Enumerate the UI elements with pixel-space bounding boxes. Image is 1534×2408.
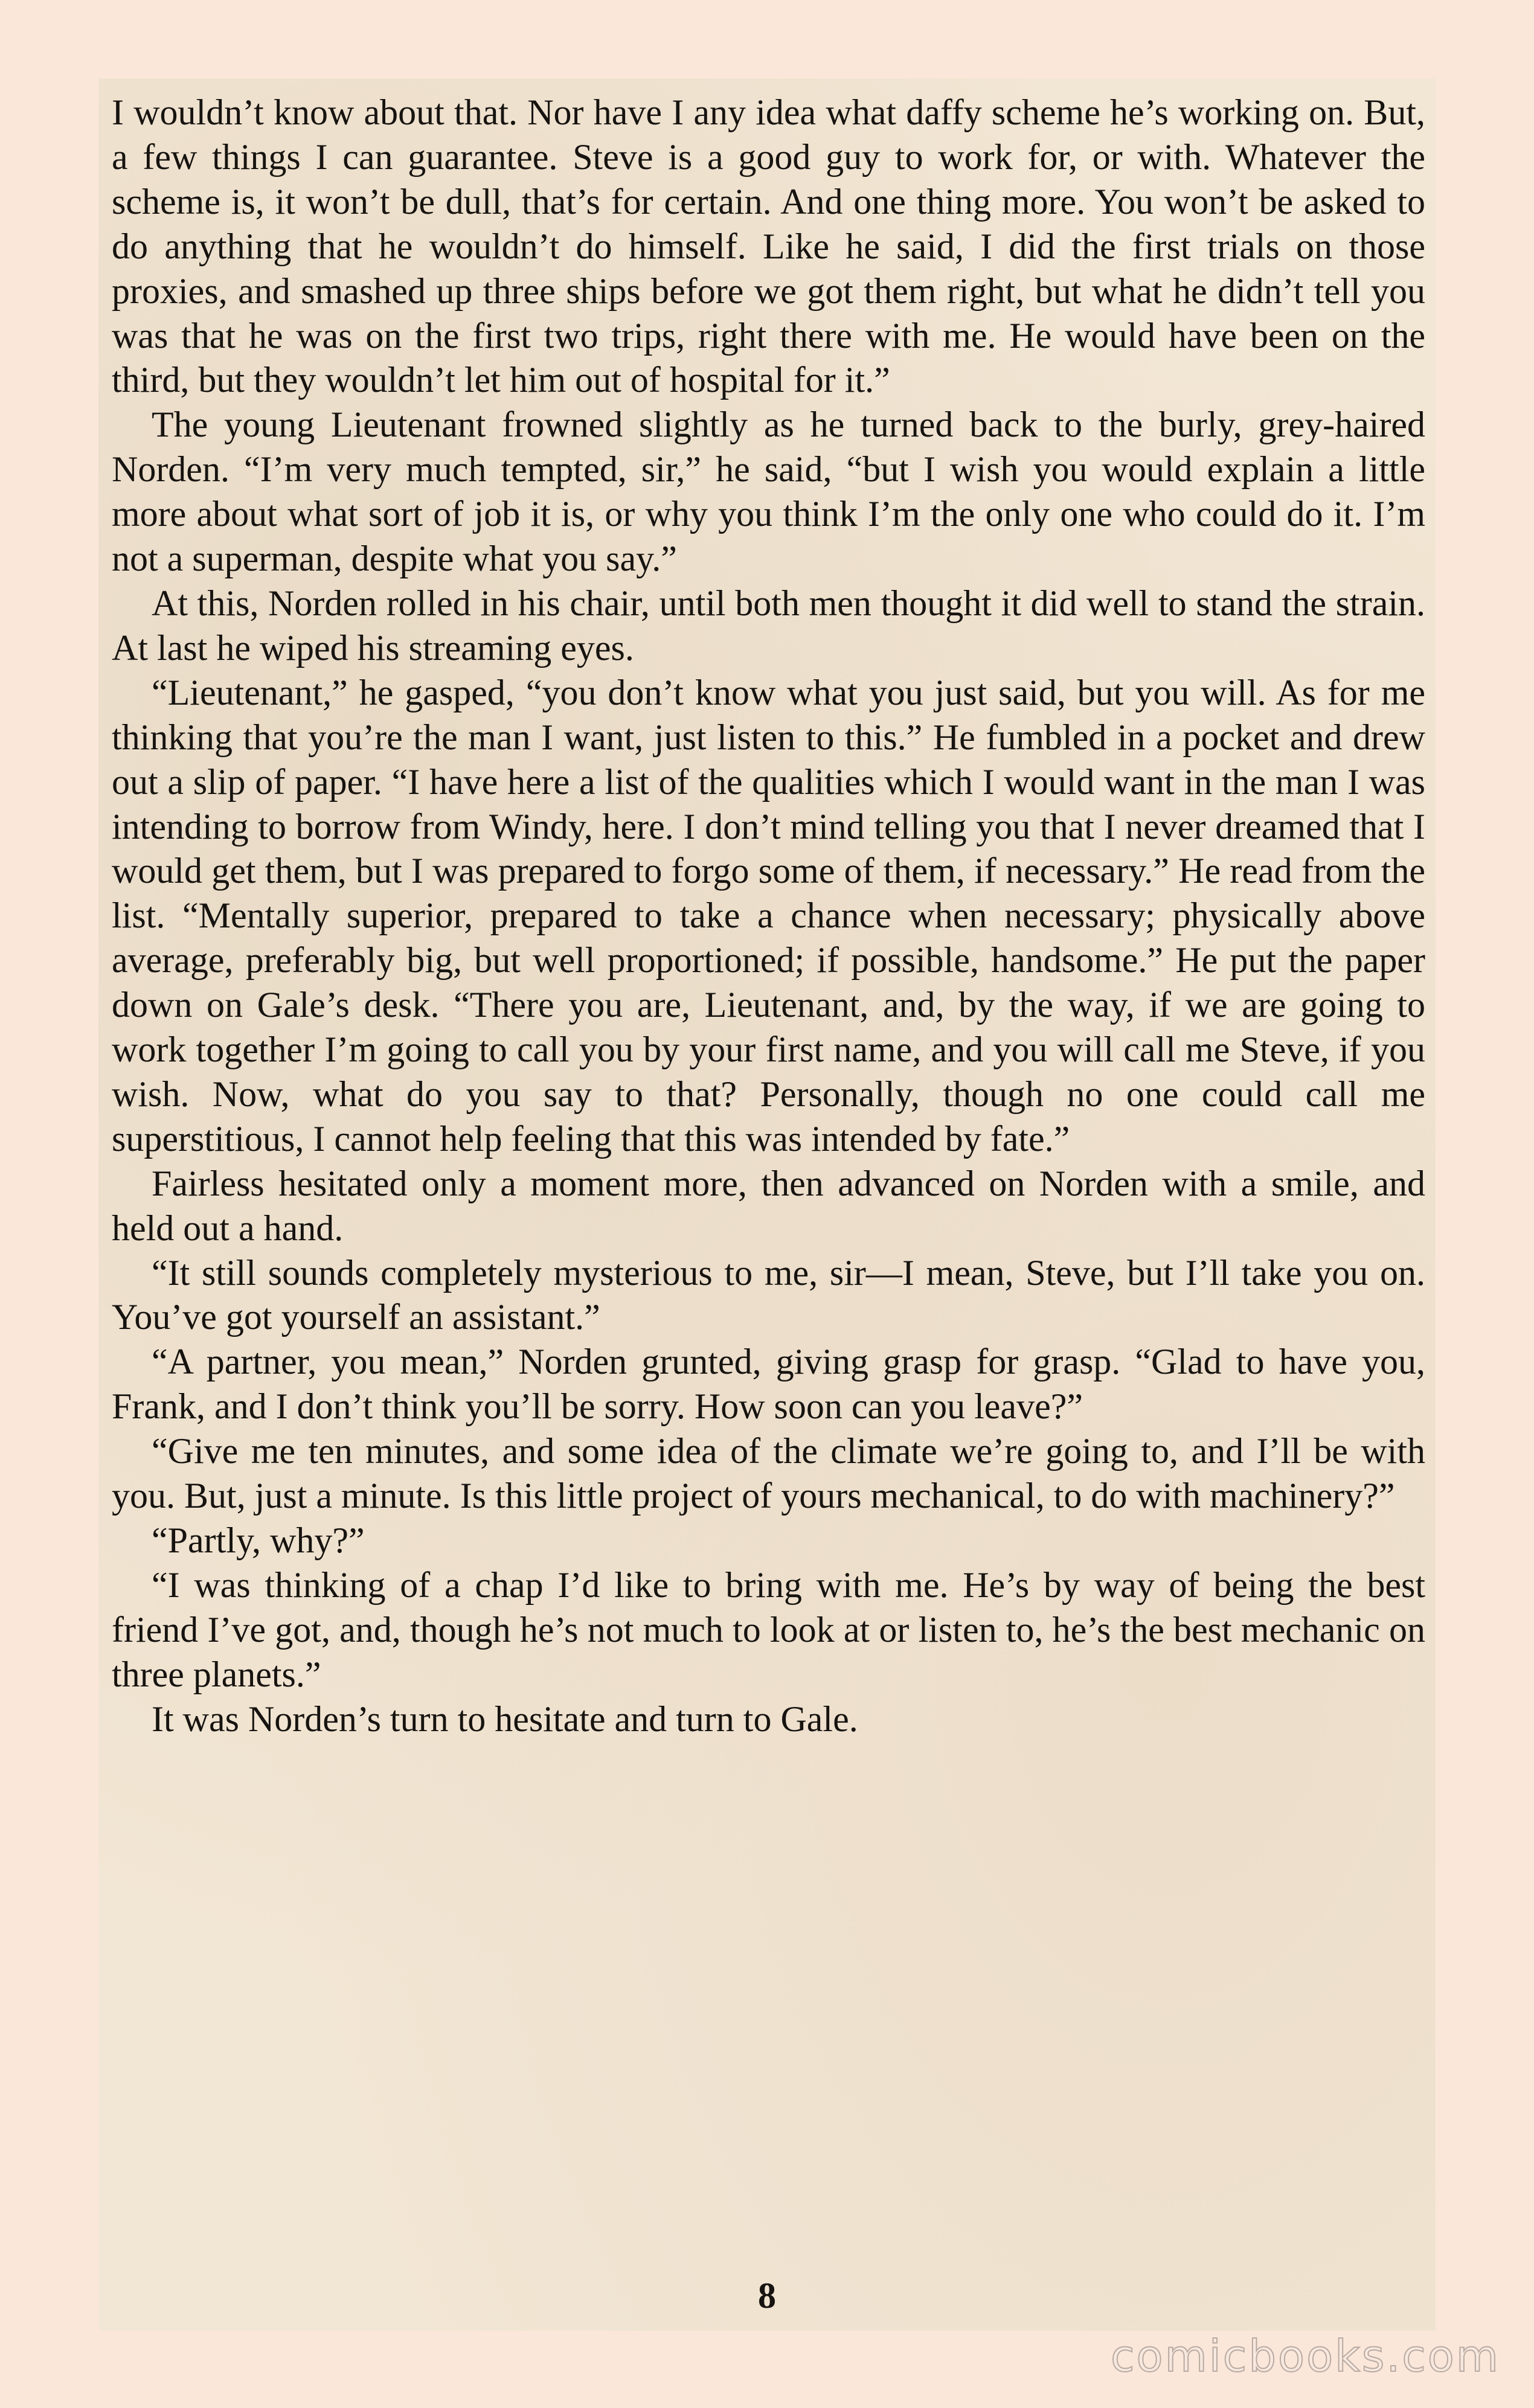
paragraph-9: “Partly, why?” — [152, 1520, 365, 1560]
paragraph-2: The young Lieutenant frowned slightly as he turned back to the burly, grey-haired Norden. “I’m very much tempted, sir,” he said, “but I wish you would explain a little more about what sort of job it is, or why you think I’m the only one who could do it. I’m not a superman, despite what you say.” — [112, 405, 1425, 579]
paragraph-3: At this, Norden rolled in his chair, until both men thought it did well to stand the strain. At last he wiped his streaming eyes. — [112, 583, 1425, 668]
page-number: 8 — [758, 2276, 776, 2316]
book-page — [98, 78, 1436, 2331]
paragraph-7: “A partner, you mean,” Norden grunted, giving grasp for grasp. “Glad to have you, Frank, and I don’t think you’ll be sorry. How soon can you leave?” — [112, 1342, 1425, 1427]
paragraph-1: I wouldn’t know about that. Nor have I any idea what daffy scheme he’s working on. But, a few things I can guarantee. Steve is a good guy to work for, or with. Whatever the scheme is, it won’t be dull, that’s for certain. And one thing more. You won’t be asked to do anything that he wouldn’t do himself. Like he said, I did the first trials on those proxies, and smashed up three ships before we got them right, but what he didn’t tell you was that he was on the first two trips, right there with me. He would have been on the third, but they wouldn’t let him out of hospital for it.” — [112, 92, 1425, 400]
body-text — [112, 91, 1425, 1742]
paragraph-6: “It still sounds completely mysterious to me, sir—I mean, Steve, but I’ll take you on. You’ve got yourself an assistant.” — [112, 1252, 1425, 1337]
watermark-logo: comicbooks.com — [1110, 2331, 1500, 2381]
paragraph-10: “I was thinking of a chap I’d like to bring with me. He’s by way of being the best friend I’ve got, and, though he’s not much to look at or listen to, he’s the best mechanic on three planets.” — [112, 1564, 1425, 1694]
paragraph-8: “Give me ten minutes, and some idea of the climate we’re going to, and I’ll be with you. But, just a minute. Is this little project of yours mechanical, to do with machinery?” — [112, 1431, 1425, 1516]
paragraph-5: Fairless hesitated only a moment more, then advanced on Norden with a smile, and held out a hand. — [112, 1163, 1425, 1248]
paragraph-4: “Lieutenant,” he gasped, “you don’t know what you just said, but you will. As for me thinking that you’re the man I want, just listen to this.” He fumbled in a pocket and drew out a slip of paper. “I have here a list of the qualities which I would want in the man I was intending to borrow from Windy, here. I don’t mind telling you that I never dreamed that I would get them, but I was prepared to forgo some of them, if necessary.” He read from the list. “Mentally superior, prepared to take a chance when necessary; physically above average, preferably big, but well proportioned; if possible, handsome.” He put the paper down on Gale’s desk. “There you are, Lieutenant, and, by the way, if we are going to work together I’m going to call you by your first name, and you will call me Steve, if you wish. Now, what do you say to that? Personally, though no one could call me superstitious, I cannot help feeling that this was intended by fate.” — [112, 672, 1425, 1159]
paragraph-11: It was Norden’s turn to hesitate and turn to Gale. — [152, 1699, 858, 1739]
